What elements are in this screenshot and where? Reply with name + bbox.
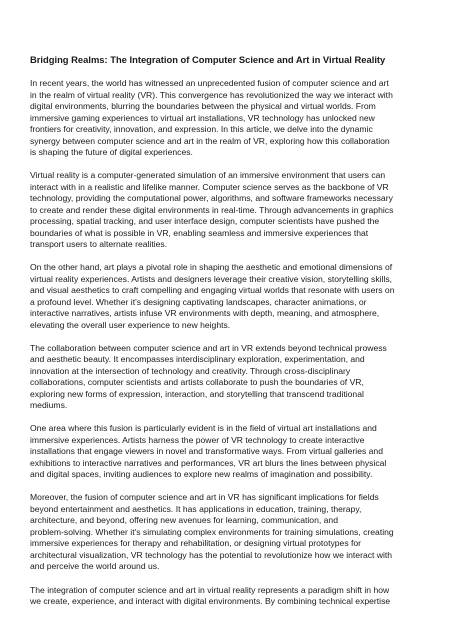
text-line: a profound level. Whether it's designing captivating landscapes, character animations, or: [30, 296, 367, 307]
text-line: transport users to alternate realities.: [30, 239, 168, 250]
text-line: and digital spaces, inviting audiences to explore new realms of imagination and possibility.: [30, 469, 373, 480]
text-line: processing, spatial tracking, and user interface design, computer scientists have pushed the: [30, 216, 380, 227]
text-line: Moreover, the fusion of computer science and art in VR has significant implications for fields: [30, 492, 379, 503]
text-line: interactive narratives, artists infuse VR environments with depth, meaning, and atmosphere,: [30, 308, 380, 319]
text-line: in the realm of virtual reality (VR). This convergence has revolutionized the way we interact with: [30, 89, 393, 100]
text-line: architecture, and beyond, offering new avenues for learning, communication, and: [30, 515, 338, 526]
text-line: In recent years, the world has witnessed an unprecedented fusion of computer science and art: [30, 78, 389, 88]
paragraph: [30, 492, 454, 573]
paragraph: [30, 78, 454, 159]
text-line: synergy between computer science and art in the realm of VR, exploring how this collaboration: [30, 135, 390, 146]
paragraph: [30, 585, 454, 608]
text-line: The collaboration between computer science and art in VR extends beyond technical prowess: [30, 342, 387, 353]
text-line: boundaries of what is possible in VR, enabling seamless and immersive experiences that: [30, 227, 369, 238]
text-line: innovation at the intersection of technology and creativity. Through cross-disciplinary: [30, 365, 351, 376]
paragraph: [30, 170, 454, 251]
text-line: mediums.: [30, 400, 68, 411]
text-line: immersive experiences. Artists harness the power of VR technology to create interactive: [30, 434, 365, 445]
text-line: collaborations, computer scientists and artists collaborate to push the boundaries of VR,: [30, 377, 364, 388]
document-body: [30, 78, 454, 608]
text-line: digital environments, blurring the boundaries between the physical and virtual worlds. From: [30, 101, 376, 111]
text-line: architectural visualization, VR technology has the potential to revolutionize how we interact with: [30, 549, 393, 560]
paragraph: [30, 262, 454, 331]
text-line: beyond entertainment and aesthetics. It has applications in education, training, therapy,: [30, 503, 362, 514]
text-line: is shaping the future of digital experiences.: [30, 147, 193, 157]
text-line: exploring new forms of expression, interaction, and storytelling that transcend traditional: [30, 388, 364, 399]
paragraph: [30, 343, 454, 412]
text-line: exhibitions to interactive narratives and performances, VR art blurs the lines between physical: [30, 457, 387, 468]
text-line: frontiers for creativity, innovation, and expression. In this article, we delve into the dynamic: [30, 124, 373, 134]
text-line: we create, experience, and interact with digital environments. By combining technical expertise: [30, 596, 391, 607]
text-line: The integration of computer science and art in virtual reality represents a paradigm shift in how: [30, 584, 390, 595]
text-line: elevating the overall user experience to new heights.: [30, 319, 231, 330]
text-line: virtual reality experiences. Artists and designers leverage their creative vision, storytelling skills,: [30, 273, 393, 284]
paragraph: [30, 423, 454, 481]
text-line: Virtual reality is a computer-generated simulation of an immersive environment that users can: [30, 170, 386, 181]
document-title: Bridging Realms: The Integration of Computer Science and Art in Virtual Reality: [30, 54, 386, 65]
text-line: problem-solving. Whether it's simulating complex environments for training simulations, creating: [30, 526, 394, 537]
text-line: installations that engage viewers in novel and transformative ways. From virtual galleries and: [30, 446, 383, 457]
text-line: and visual aesthetics to craft compelling and engaging virtual worlds that resonate with users on: [30, 285, 395, 296]
text-line: On the other hand, art plays a pivotal role in shaping the aesthetic and emotional dimensions of: [30, 262, 393, 273]
text-line: technology, providing the computational power, algorithms, and software frameworks necessary: [30, 193, 393, 204]
text-line: immersive gaming experiences to virtual art installations, VR technology has unlocked new: [30, 112, 375, 123]
text-line: immersive experiences for therapy and rehabilitation, or designing virtual prototypes for: [30, 538, 362, 549]
document-page: [30, 54, 454, 619]
text-line: interact with in a realistic and lifelike manner. Computer science serves as the backbone of VR: [30, 181, 389, 192]
text-line: and perceive the world around us.: [30, 561, 160, 572]
text-line: and aesthetic beauty. It encompasses interdisciplinary exploration, experimentation, and: [30, 354, 365, 365]
text-line: One area where this fusion is particularly evident is in the field of virtual art installations and: [30, 423, 377, 434]
text-line: to create and render these digital environments in real-time. Through advancements in graphics: [30, 204, 394, 215]
